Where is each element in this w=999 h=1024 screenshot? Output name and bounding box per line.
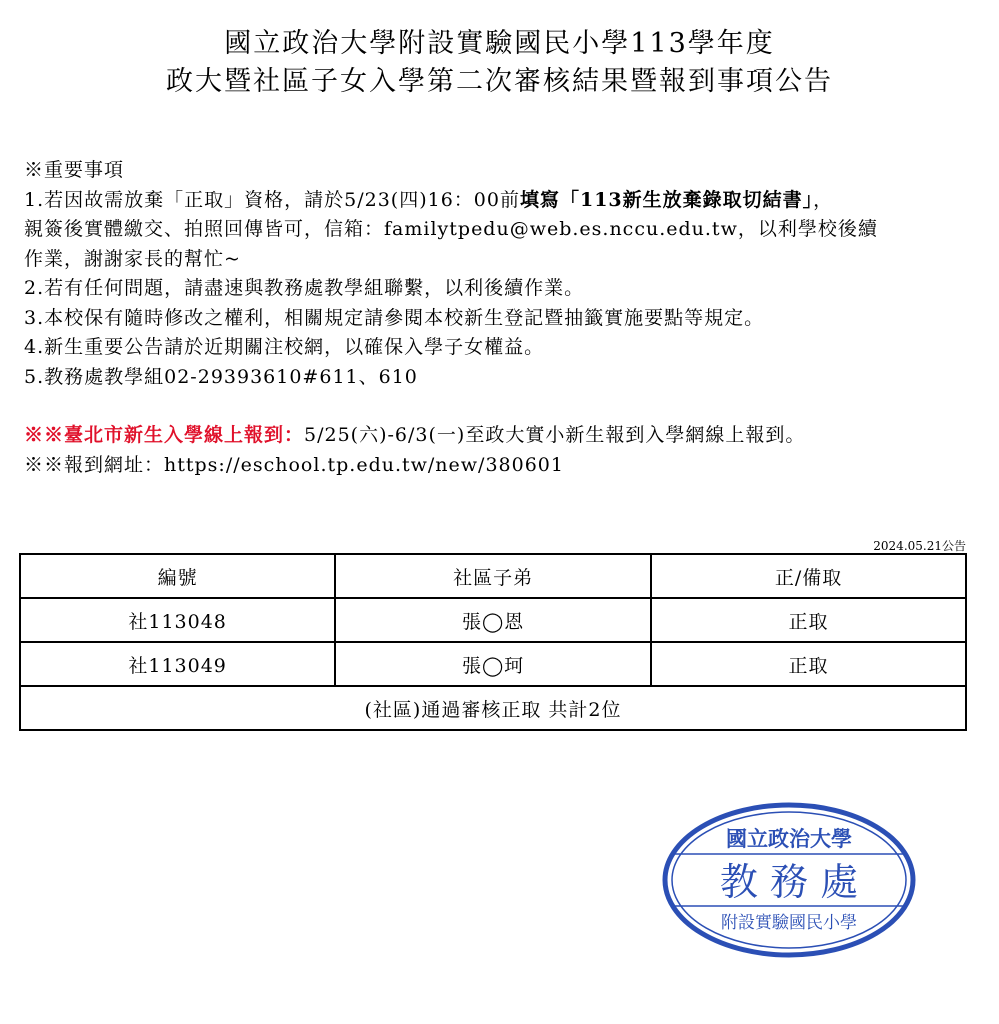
- result-table: [19, 553, 967, 731]
- note-item-1-text: 1.若因故需放棄「正取」資格，請於5/23(四)16：00前: [24, 188, 520, 211]
- cell-id: 社113049: [20, 642, 335, 686]
- note-item-1-line-3: 作業，謝謝家長的幫忙~: [24, 247, 241, 270]
- note-item-3: 3.本校保有隨時修改之權利，相關規定請參閱本校新生登記暨抽籤實施要點等規定。: [24, 306, 765, 329]
- registration-line: [24, 421, 974, 451]
- title-line-2: 政大暨社區子女入學第二次審核結果暨報到事項公告: [166, 66, 833, 97]
- office-seal-stamp: [660, 800, 918, 960]
- announce-date: 2024.05.21公告: [873, 539, 966, 553]
- seal-main-text: 教 務 處: [719, 860, 859, 904]
- cell-id: 社113048: [20, 598, 335, 642]
- table-row: [20, 598, 966, 642]
- note-item-1-line-2: 親簽後實體繳交、拍照回傳皆可，信箱：familytpedu@web.es.nccu.edu.tw，以利學校後續: [24, 218, 878, 240]
- note-item-2: 2.若有任何問題，請盡速與教務處教學組聯繫，以利後續作業。: [24, 277, 585, 299]
- cell-name: 張◯珂: [335, 642, 651, 686]
- table-header-row: [20, 554, 966, 598]
- header-cell-id: 編號: [20, 554, 335, 598]
- notes-heading: ※重要事項: [24, 159, 125, 181]
- important-notes: [24, 156, 974, 480]
- table-summary-row: [20, 686, 966, 730]
- cell-status: 正取: [651, 642, 966, 686]
- note-item-4: 4.新生重要公告請於近期關注校網，以確保入學子女權益。: [24, 336, 545, 358]
- registration-url[interactable]: ※※報到網址：https://eschool.tp.edu.tw/new/380601: [24, 453, 564, 476]
- note-item-1: [24, 186, 974, 216]
- registration-text: 5/25(六)-6/3(一)至政大實小新生報到入學網線上報到。: [304, 424, 806, 446]
- note-item-1-punct: ，: [813, 188, 834, 211]
- table-row: [20, 642, 966, 686]
- cell-status: 正取: [651, 598, 966, 642]
- spacer: [24, 392, 974, 421]
- waiver-form-name: 填寫「113新生放棄錄取切結書」: [519, 188, 814, 211]
- header-cell-status: 正/備取: [651, 554, 966, 598]
- header-cell-name: 社區子弟: [335, 554, 651, 598]
- seal-bottom-text: 附設實驗國民小學: [721, 913, 857, 933]
- note-item-5: 5.教務處教學組02-29393610#611、610: [24, 365, 418, 388]
- title-line-1: 國立政治大學附設實驗國民小學113學年度: [224, 28, 775, 59]
- registration-label: ※※臺北市新生入學線上報到：: [24, 424, 305, 446]
- seal-top-text: 國立政治大學: [726, 826, 852, 851]
- summary-cell: (社區)通過審核正取 共計2位: [20, 686, 966, 730]
- cell-name: 張◯恩: [335, 598, 651, 642]
